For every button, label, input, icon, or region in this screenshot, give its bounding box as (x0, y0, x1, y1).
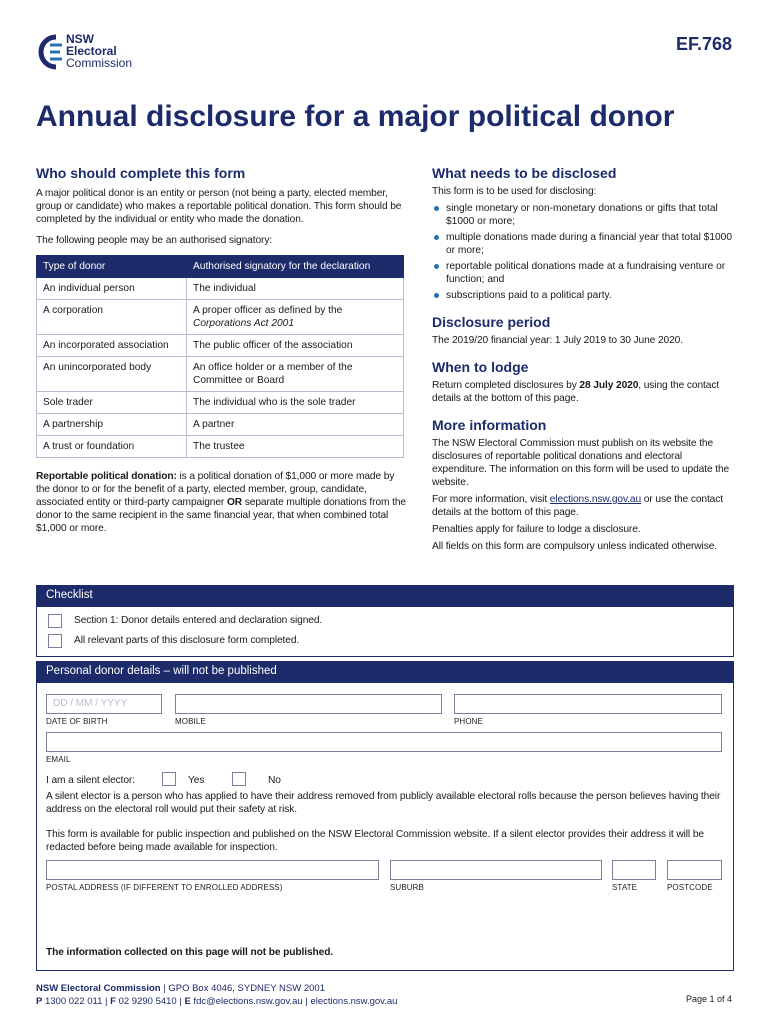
footer-address: | GPO Box 4046, SYDNEY NSW 2001 (160, 983, 325, 994)
footer-contact (36, 982, 397, 1008)
page-title: Annual disclosure for a major political donor (36, 100, 675, 133)
checklist-title: Checklist (36, 585, 734, 607)
dob-placeholder: DD / MM / YYYY (53, 698, 128, 709)
info-heading: More information (432, 417, 547, 433)
lodge-text (432, 379, 732, 405)
table-cell: A partnership (37, 414, 187, 436)
table-row (37, 436, 404, 458)
logo-line-3: Commission (66, 56, 133, 70)
definition-term: Reportable political donation: (36, 471, 177, 482)
footer-line-2 (36, 995, 397, 1008)
silent-elector-info: A silent elector is a person who has applied to have their address removed from publicly available electoral rolls because the person believes having their address on the electoral roll would put their safety at risk. (46, 791, 721, 815)
table-row (37, 300, 404, 335)
footer-phone: 1300 022 011 | (42, 996, 111, 1007)
phone-field[interactable] (454, 694, 722, 714)
checklist-item-2: All relevant parts of this disclosure form completed. (74, 635, 300, 646)
footer-fax-label: F (110, 996, 116, 1007)
postcode-label: POSTCODE (667, 883, 713, 892)
lodge-date: 28 July 2020 (579, 380, 639, 391)
table-row (37, 335, 404, 357)
postal-address-field[interactable] (46, 860, 379, 880)
disclose-heading: What needs to be disclosed (432, 165, 617, 181)
list-item: single monetary or non-monetary donations or gifts that total $1000 or more; (432, 202, 732, 228)
definition-or: OR (226, 497, 243, 508)
website-link[interactable]: elections.nsw.gov.au (549, 494, 642, 505)
silent-no-label: No (268, 775, 281, 786)
personal-details-title: Personal donor details – will not be published (36, 661, 734, 683)
info-column (432, 165, 732, 557)
mobile-label: MOBILE (175, 717, 206, 726)
info-p3: Penalties apply for failure to lodge a disclosure. (432, 524, 641, 535)
definition-text-2: separate multiple donations from the donor to the same recipient in the same financial year, that when combined total $1,000 or more. (36, 497, 406, 534)
logo-wordmark (66, 33, 132, 69)
silent-elector-label: I am a silent elector: (46, 775, 135, 786)
checklist-checkbox-1[interactable] (48, 614, 62, 628)
table-cell: The individual who is the sole trader (187, 392, 404, 414)
definition-text: is a political donation of $1,000 or more made by the donor to or for the benefit of a party, elected member, group, candidate, associated entity or third-party campaigner (36, 471, 395, 508)
page-number: Page 1 of 4 (685, 994, 732, 1004)
footer-phone-label: P (36, 996, 43, 1007)
table-cell: A corporation (37, 300, 187, 335)
table-header-donor: Type of donor (37, 256, 187, 278)
period-heading: Disclosure period (432, 314, 551, 330)
list-item: multiple donations made during a financial year that total $1000 or more; (432, 231, 732, 257)
silent-yes-checkbox[interactable] (162, 772, 176, 786)
disclose-intro: This form is to be used for disclosing: (432, 186, 597, 197)
table-cell: An incorporated association (37, 335, 187, 357)
postcode-field[interactable] (667, 860, 722, 880)
silent-no-checkbox[interactable] (232, 772, 246, 786)
suburb-field[interactable] (390, 860, 602, 880)
table-cell: An office holder or a member of the Committee or Board (187, 357, 404, 392)
info-p2-b: or use the contact details at the bottom of this page. (432, 494, 723, 518)
phone-label: PHONE (454, 717, 483, 726)
who-heading: Who should complete this form (36, 165, 246, 181)
state-label: STATE (612, 883, 638, 892)
table-row (37, 357, 404, 392)
table-row (37, 278, 404, 300)
footer-org: NSW Electoral Commission (36, 983, 161, 994)
signatory-intro: The following people may be an authorised signatory: (36, 235, 273, 246)
period-text: The 2019/20 financial year: 1 July 2019 to 30 June 2020. (432, 335, 683, 346)
state-field[interactable] (612, 860, 656, 880)
who-intro: A major political donor is an entity or person (not being a party, elected member, group or candidate) who makes a reportable political donation. This form should be completed by the individual or entity who made the donation. (36, 188, 402, 225)
mobile-field[interactable] (175, 694, 442, 714)
footer-email: fdc@elections.nsw.gov.au | elections.nsw.gov.au (190, 996, 398, 1007)
not-published-note: The information collected on this page will not be published. (46, 947, 334, 958)
table-cell: An individual person (37, 278, 187, 300)
footer-line-1 (36, 982, 397, 995)
table-cell: A trust or foundation (37, 436, 187, 458)
list-item: subscriptions paid to a political party. (432, 289, 732, 302)
info-p1: The NSW Electoral Commission must publish on its website the disclosures of reportable political donations and electoral expenditure. The information on this form will be used to update the website. (432, 438, 730, 488)
who-should-complete-section (36, 165, 406, 543)
table-cell: The public officer of the association (187, 335, 404, 357)
table-cell (187, 300, 404, 335)
nsw-ec-logo-icon (36, 33, 64, 71)
list-item: reportable political donations made at a fundraising venture or function; and (432, 260, 732, 286)
logo-line-2: Electoral (66, 44, 117, 58)
checklist-item-1: Section 1: Donor details entered and declaration signed. (74, 615, 323, 626)
dob-label: DATE OF BIRTH (46, 717, 108, 726)
lodge-text-1: Return completed disclosures by (432, 380, 580, 391)
postal-address-label: POSTAL ADDRESS (IF DIFFERENT TO ENROLLED ADDRESS) (46, 883, 283, 892)
logo-line-1: NSW (66, 32, 94, 46)
footer-fax: 02 9290 5410 | (115, 996, 185, 1007)
table-cell: The individual (187, 278, 404, 300)
date-of-birth-field[interactable] (46, 694, 162, 714)
table-cell-text: A proper officer as defined by the (193, 305, 343, 316)
lodge-text-2: , using the contact details at the bottom of this page. (432, 380, 720, 404)
table-cell-act: Corporations Act 2001 (193, 318, 294, 329)
info-p4: All fields on this form are compulsory unless indicated otherwise. (432, 541, 718, 552)
table-cell: A partner (187, 414, 404, 436)
table-row (37, 392, 404, 414)
table-cell: An unincorporated body (37, 357, 187, 392)
table-cell: Sole trader (37, 392, 187, 414)
table-row (37, 414, 404, 436)
email-field[interactable] (46, 732, 722, 752)
disclose-list (432, 202, 732, 302)
checklist-checkbox-2[interactable] (48, 634, 62, 648)
public-inspection-info: This form is available for public inspection and published on the NSW Electoral Commission website. If a silent elector provides their address it will be redacted before being made available for inspection. (46, 829, 704, 853)
suburb-label: SUBURB (390, 883, 424, 892)
info-p2-a: For more information, visit (432, 494, 550, 505)
form-code: EF.768 (675, 34, 732, 54)
table-header-signatory: Authorised signatory for the declaration (187, 256, 404, 278)
footer-email-label: E (184, 996, 191, 1007)
silent-yes-label: Yes (188, 775, 205, 786)
reportable-donation-definition (36, 470, 406, 535)
table-cell: The trustee (187, 436, 404, 458)
email-label: EMAIL (46, 755, 71, 764)
info-p2 (432, 493, 732, 519)
lodge-heading: When to lodge (432, 359, 529, 375)
signatory-table (36, 255, 404, 458)
